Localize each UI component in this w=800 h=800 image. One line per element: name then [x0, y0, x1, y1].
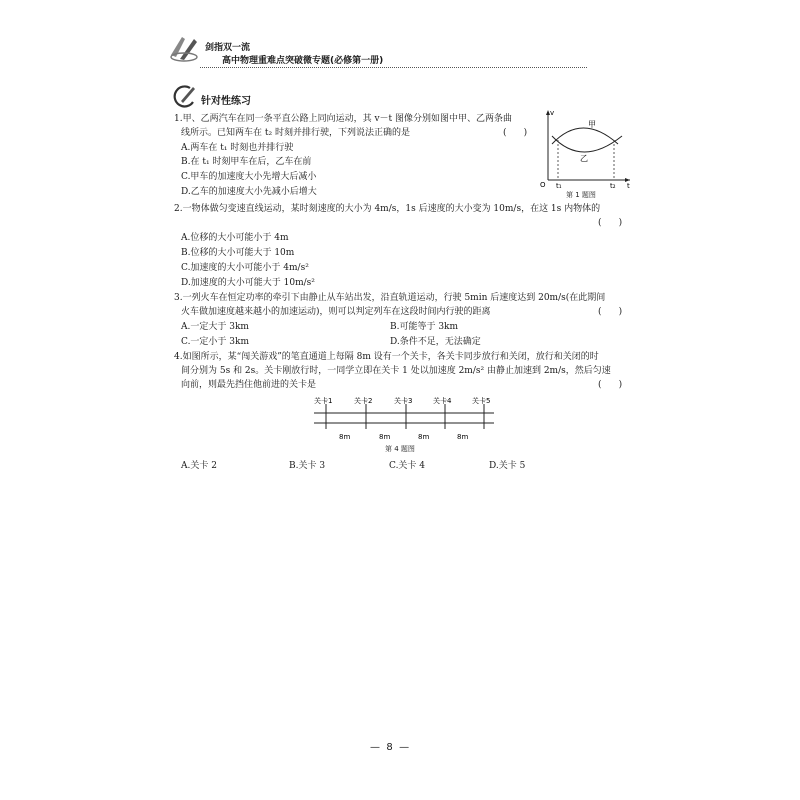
q4-stem-line2: 间分别为 5s 和 2s。关卡刚放行时，一同学立即在关卡 1 处以加速度 2m/s² 由静止加速到 2m/s，然后匀速 — [181, 366, 611, 376]
pencil-circle-icon — [172, 85, 198, 113]
q1-yi-label: 乙 — [580, 154, 588, 163]
gate-5-label: 关卡5 — [472, 397, 491, 405]
q2-answer-paren: ( ) — [598, 218, 623, 228]
q3-option-b: B.可能等于 3km — [390, 322, 459, 332]
header-title: 高中物理重难点突破微专题(必修第一册) — [222, 56, 384, 66]
header-divider — [200, 67, 587, 68]
header-series: 剑指双一流 — [205, 43, 251, 53]
q1-t1-label: t₁ — [556, 182, 562, 188]
q1-t-label: t — [627, 182, 630, 188]
q2-option-c: C.加速度的大小可能小于 4m/s² — [181, 263, 309, 273]
q4-stem-line1: 4.如图所示，某“闯关游戏”的笔直通道上每隔 8m 设有一个关卡，各关卡同步放行和关闭，放行和关闭的时 — [174, 352, 599, 362]
book-logo-icon — [168, 33, 202, 67]
gate-1-label: 关卡1 — [314, 397, 333, 405]
q2-option-a: A.位移的大小可能小于 4m — [181, 233, 289, 243]
q3-option-d: D.条件不足，无法确定 — [390, 337, 481, 347]
q1-stem-line1: 1.甲、乙两汽车在同一条平直公路上同向运动，其 v－t 图像分别如图中甲、乙两条曲 — [174, 114, 513, 124]
q4-option-c: C.关卡 4 — [389, 461, 426, 471]
q3-stem-line2: 火车做加速度越来越小的加速运动)，则可以判定列车在这段时间内行驶的距离 — [181, 307, 491, 317]
section-title: 针对性练习 — [201, 96, 251, 107]
gate-3-label: 关卡3 — [394, 397, 413, 405]
q2-stem: 2.一物体做匀变速直线运动，某时刻速度的大小为 4m/s，1s 后速度的大小变为 10m/s，在这 1s 内物体的 — [174, 204, 601, 214]
spacing-1-label: 8m — [339, 433, 351, 441]
q1-v-label: v — [550, 109, 555, 117]
q1-jia-label: 甲 — [588, 120, 596, 129]
q4-figure-caption: 第 4 题图 — [385, 445, 415, 453]
q4-option-b: B.关卡 3 — [289, 461, 326, 471]
q1-curve-jia — [552, 128, 618, 144]
spacing-2-label: 8m — [379, 433, 391, 441]
q1-vt-graph — [538, 106, 634, 188]
q3-stem-line1: 3.一列火车在恒定功率的牵引下由静止从车站出发，沿直轨道运动，行驶 5min 后速度达到 20m/s(在此期间 — [174, 293, 606, 303]
q3-option-a: A.一定大于 3km — [181, 322, 249, 332]
q4-gate-diagram — [310, 393, 500, 443]
q1-option-d: D.乙车的加速度大小先减小后增大 — [181, 187, 317, 197]
q1-answer-paren: ( ) — [503, 128, 528, 138]
page-number: — 8 — — [370, 742, 410, 753]
spacing-3-label: 8m — [418, 433, 430, 441]
q1-option-a: A.两车在 t₁ 时刻也并排行驶 — [181, 143, 294, 153]
q4-stem-line3: 向前，则最先挡住他前进的关卡是 — [181, 380, 317, 390]
q1-t2-label: t₂ — [610, 182, 616, 188]
q1-figure-caption: 第 1 题图 — [566, 191, 596, 199]
gate-2-label: 关卡2 — [354, 397, 373, 405]
q3-option-c: C.一定小于 3km — [181, 337, 250, 347]
q1-option-b: B.在 t₁ 时刻甲车在后，乙车在前 — [181, 157, 312, 167]
gate-4-label: 关卡4 — [433, 397, 452, 405]
q3-answer-paren: ( ) — [598, 307, 623, 317]
q4-option-d: D.关卡 5 — [489, 461, 526, 471]
q4-option-a: A.关卡 2 — [181, 461, 217, 471]
q2-option-b: B.位移的大小可能大于 10m — [181, 248, 295, 258]
q1-stem-line2: 线所示。已知两车在 t₂ 时刻并排行驶，下列说法正确的是 — [181, 128, 410, 138]
q2-option-d: D.加速度的大小可能大于 10m/s² — [181, 278, 315, 288]
spacing-4-label: 8m — [457, 433, 469, 441]
q1-option-c: C.甲车的加速度大小先增大后减小 — [181, 172, 317, 182]
q4-answer-paren: ( ) — [598, 380, 623, 390]
q1-origin-label: O — [540, 181, 546, 188]
